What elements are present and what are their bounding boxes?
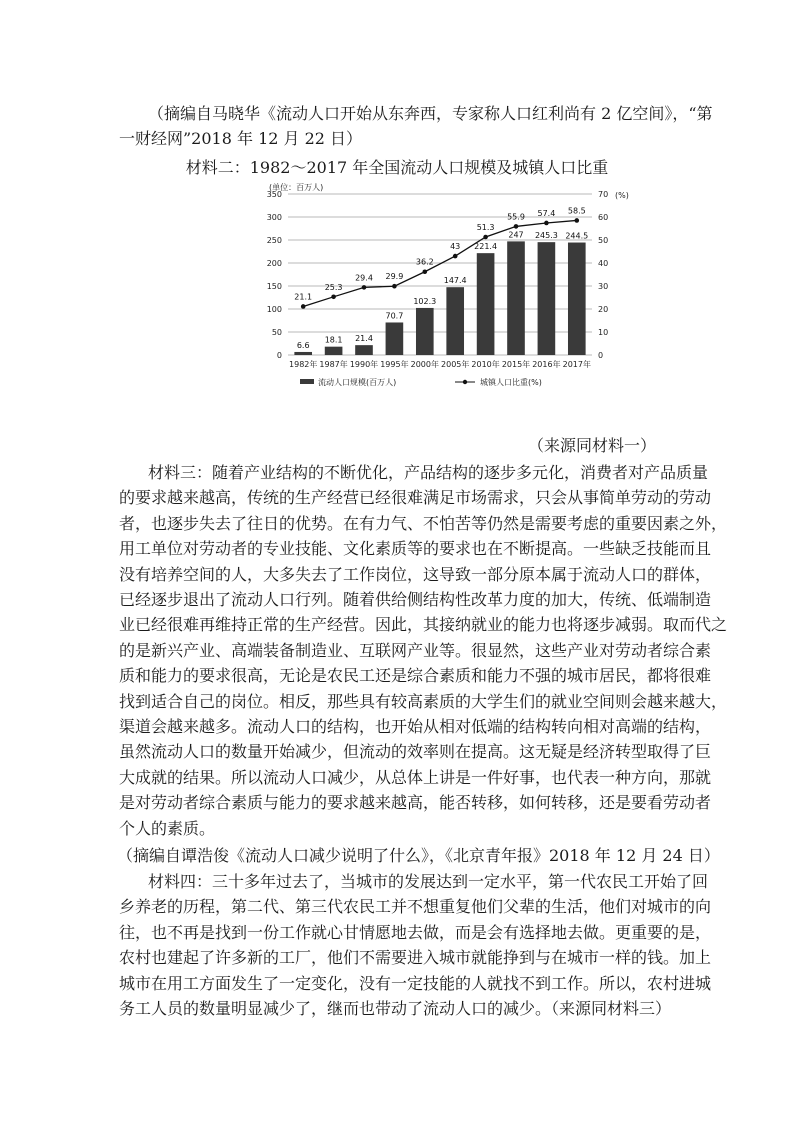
material-three-line: 质和能力的要求很高，无论是农民工还是综合素质和能力不强的城市居民，都将很难: [119, 666, 712, 686]
category-label: 1987年: [319, 360, 348, 369]
line-point: [544, 221, 549, 226]
category-label: 2015年: [501, 360, 531, 369]
population-chart: [266, 180, 650, 390]
left-tick-label: 350: [266, 190, 282, 199]
right-tick-label: 50: [598, 236, 609, 245]
left-tick-label: 0: [276, 351, 282, 360]
right-tick-label: 20: [598, 305, 609, 314]
bar: [477, 253, 495, 355]
line-point: [423, 269, 428, 274]
line-value-label: 36.2: [415, 257, 434, 267]
material-three-line: 虽然流动人口的数量开始减少，但流动的效率则在提高。这无疑是经济转型取得了巨: [119, 742, 712, 762]
left-tick-label: 50: [271, 328, 282, 337]
category-label: 1995年: [380, 360, 409, 369]
category-label: 2005年: [441, 360, 470, 369]
bar-value-label: 147.4: [443, 276, 467, 286]
left-tick-label: 250: [266, 236, 282, 245]
line-point: [453, 254, 458, 259]
bar-value-label: 102.3: [413, 296, 437, 306]
left-tick-label: 300: [266, 213, 282, 222]
line-value-label: 25.3: [324, 282, 343, 292]
line-point: [301, 304, 306, 309]
material-four-line: 农村也建起了许多新的工厂，他们不需要进入城市就能挣到与在城市一样的钱。加上: [119, 948, 712, 968]
right-tick-label: 30: [598, 282, 609, 291]
citation-line-1: （摘编自马晓华《流动人口开始从东奔西，专家称人口红利尚有 2 亿空间》，“第: [148, 104, 713, 123]
line-value-label: 29.4: [355, 273, 373, 283]
material-three-line: 的是新兴产业、高端装备制造业、互联网产业等。很显然，这些产业对劳动者综合素: [119, 640, 712, 660]
bar-value-label: 221.4: [474, 242, 498, 252]
line-point: [331, 295, 336, 300]
citation-line-2: 一财经网”2018 年 12 月 22 日）: [119, 129, 363, 148]
category-label: 1990年: [349, 360, 379, 369]
material-three-line: 找到适合自己的岗位。相反，那些具有较高素质的大学生们的就业空间则会越来越大，: [119, 691, 728, 711]
material-three-line: 材料三：随着产业结构的不断优化，产品结构的逐步多元化，消费者对产品质量: [148, 463, 709, 482]
line-point: [483, 235, 488, 240]
material-four-line: 务工人员的数量明显减少了，继而也带动了流动人口的减少。（来源同材料三）: [119, 999, 672, 1018]
line-value-label: 43: [450, 242, 461, 252]
material-three-line: 个人的素质。: [119, 818, 216, 838]
bar-value-label: 247: [508, 230, 524, 240]
line-value-label: 57.4: [537, 208, 556, 218]
bar: [446, 287, 464, 355]
right-tick-label: 60: [598, 213, 609, 222]
legend-bar-label: 流动人口规模(百万人): [318, 378, 397, 387]
material-three-line: 业已经很难再维持正常的生产经营。因此，其接纳就业的能力也将逐步减弱。取而代之: [119, 615, 728, 635]
line-value-label: 51.3: [476, 223, 495, 233]
material-three-line: 的要求越来越高，传统的生产经营已经很难满足市场需求，只会从事简单劳动的劳动: [119, 488, 712, 508]
right-tick-label: 10: [598, 328, 609, 337]
bar-value-label: 70.7: [385, 311, 404, 321]
category-label: 2010年: [471, 360, 500, 369]
bar: [325, 347, 343, 355]
source-note-2: （摘编自谭浩俊《流动人口减少说明了什么》，《北京青年报》2018 年 12 月 24 日）: [117, 846, 720, 865]
bar-value-label: 18.1: [324, 335, 343, 345]
bar: [355, 345, 373, 355]
material-three-line: 用工单位对劳动者的专业技能、文化素质等的要求也在不断提高。一些缺乏技能而且: [119, 539, 712, 559]
bar: [507, 241, 525, 355]
line-value-label: 58.5: [567, 206, 586, 216]
right-axis-unit: (%): [615, 191, 629, 200]
line-value-label: 21.1: [294, 292, 313, 302]
bar: [386, 322, 404, 355]
line-point: [392, 284, 397, 289]
right-tick-label: 40: [598, 259, 609, 268]
bar: [294, 352, 312, 355]
material-four-line: 往，也不再是找到一份工作就心甘情愿地去做，而是会有选择地去做。更重要的是，: [119, 922, 712, 942]
legend-line-label: 城镇人口比重(%): [480, 378, 542, 387]
material-four-line: 乡养老的历程，第二代、第三代农民工并不想重复他们父辈的生活，他们对城市的向: [119, 897, 712, 917]
left-tick-label: 150: [266, 282, 282, 291]
category-label: 2000年: [410, 360, 439, 369]
legend-bar-swatch: [300, 379, 314, 384]
right-tick-label: 0: [598, 351, 604, 360]
bar: [416, 308, 434, 355]
left-tick-label: 100: [266, 305, 282, 314]
category-label: 2016年: [532, 360, 561, 369]
bar-value-label: 21.4: [355, 334, 373, 344]
material-three-line: 者，也逐步失去了往日的优势。在有力气、不怕苦等仍然是需要考虑的重要因素之外，: [119, 513, 728, 533]
bar: [568, 243, 586, 355]
line-value-label: 29.9: [385, 272, 404, 282]
legend-line-marker: [463, 380, 467, 384]
material-four-line: 材料四：三十多年过去了，当城市的发展达到一定水平，第一代农民工开始了回: [148, 872, 709, 891]
bar-value-label: 245.3: [534, 231, 558, 241]
right-tick-label: 70: [598, 190, 609, 199]
material-four-line: 城市在用工方面发生了一定变化，没有一定技能的人就找不到工作。所以，农村进城: [119, 973, 712, 993]
left-axis-unit: (单位：百万人): [269, 183, 324, 192]
material-three-line: 没有培养空间的人，大多失去了工作岗位，这导致一部分原本属于流动人口的群体，: [119, 564, 712, 584]
material-three-line: 渠道会越来越多。流动人口的结构，也开始从相对低端的结构转向相对高端的结构，: [119, 717, 712, 736]
chart-caption: 材料二：1982～2017 年全国流动人口规模及城镇人口比重: [185, 158, 609, 177]
line-point: [514, 224, 519, 229]
bar: [538, 242, 556, 355]
material-three-line: 大成就的结果。所以流动人口减少，从总体上讲是一件好事，也代表一种方向，那就: [119, 767, 712, 787]
source-note-1: （来源同材料一）: [528, 436, 657, 455]
material-three-line: 是对劳动者综合素质与能力的要求越来越高，能否转移，如何转移，还是要看劳动者: [119, 793, 712, 813]
material-three-line: 已经逐步退出了流动人口行列。随着供给侧结构性改革力度的加大，传统、低端制造: [119, 590, 712, 609]
bar-value-label: 244.5: [565, 231, 589, 241]
line-point: [575, 218, 580, 223]
bar-value-label: 6.6: [296, 340, 310, 350]
category-label: 2017年: [562, 360, 591, 369]
left-tick-label: 200: [266, 259, 282, 268]
category-label: 1982年: [289, 360, 318, 369]
line-value-label: 55.9: [507, 212, 525, 222]
line-point: [362, 285, 367, 290]
